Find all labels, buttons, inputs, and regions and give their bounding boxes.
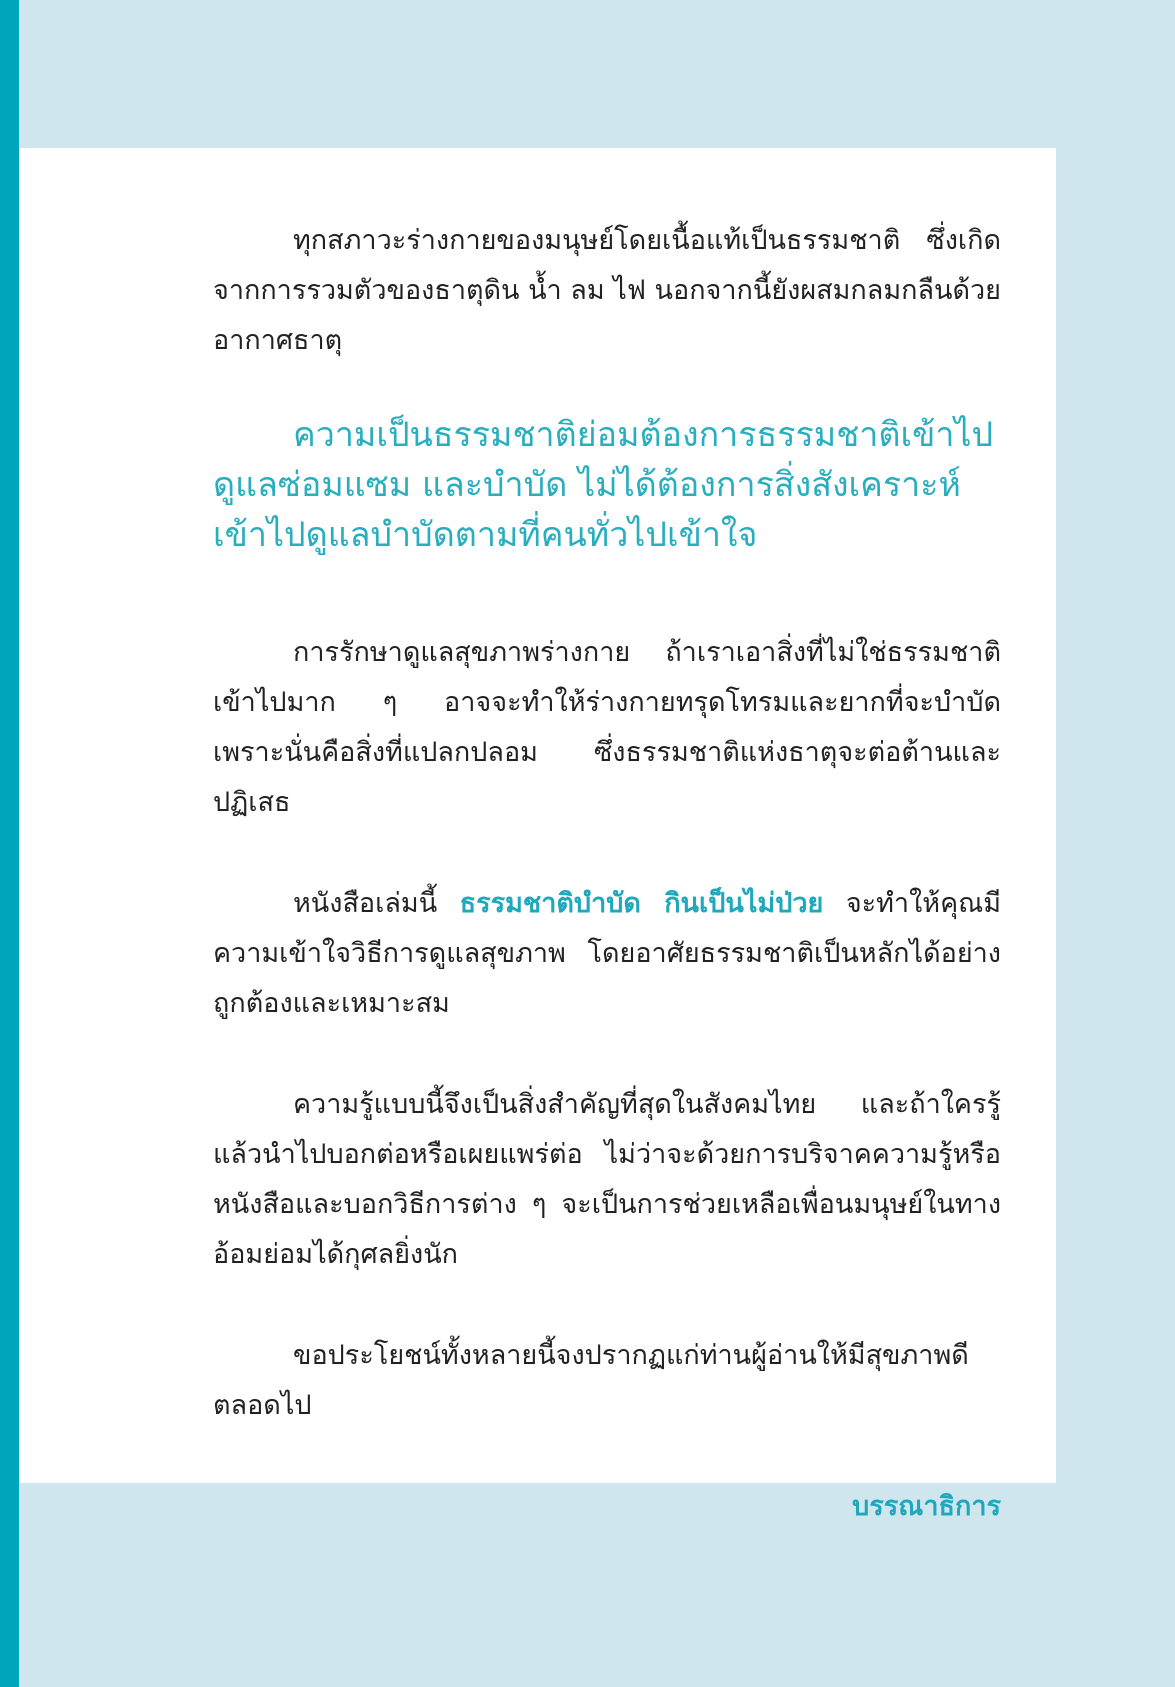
editor-signature: บรรณาธิการ bbox=[852, 1491, 1001, 1522]
left-accent-bar bbox=[0, 0, 19, 1687]
page-content bbox=[213, 148, 1001, 1532]
paragraph-intro: ทุกสภาวะร่างกายของมนุษย์โดยเนื้อแท้เป็นธรรมชาติ ซึ่งเกิดจากการรวมตัวของธาตุดิน น้ำ ลม ไฟ นอกจากนี้ยังผสมกลมกลืนด้วยอากาศธาตุ bbox=[213, 225, 1001, 356]
paragraph-book-intro bbox=[213, 879, 1001, 1029]
paragraph-blessing: ขอประโยชน์ทั้งหลายนี้จงปรากฏแก่ท่านผู้อ่านให้มีสุขภาพดีตลอดไป bbox=[213, 1340, 969, 1421]
paragraph-health-care: การรักษาดูแลสุขภาพร่างกาย ถ้าเราเอาสิ่งที่ไม่ใช่ธรรมชาติเข้าไปมาก ๆ อาจจะทำให้ร่างกายทรุดโทรมและยากที่จะบำบัด เพราะนั่นคือสิ่งที่แปลกปลอม ซึ่งธรรมชาติแห่งธาตุจะต่อต้านและปฏิเสธ bbox=[213, 637, 1001, 818]
book-intro-lead: หนังสือเล่มนี้ bbox=[293, 888, 460, 919]
book-intro-rest: จะทำให้คุณมีความเข้าใจวิธีการดูแลสุขภาพ โดยอาศัยธรรมชาติเป็นหลักได้อย่างถูกต้องและเหมาะสม bbox=[213, 888, 1001, 1019]
pull-quote: ความเป็นธรรมชาติย่อมต้องการธรรมชาติเข้าไปดูแลซ่อมแซม และบำบัด ไม่ได้ต้องการสิ่งสังเคราะห์เข้าไปดูแลบำบัดตามที่คนทั่วไปเข้าใจ bbox=[213, 415, 994, 555]
paragraph-knowledge: ความรู้แบบนี้จึงเป็นสิ่งสำคัญที่สุดในสังคมไทย และถ้าใครรู้แล้วนำไปบอกต่อหรือเผยแพร่ต่อ ไม่ว่าจะด้วยการบริจาคความรู้หรือหนังสือและบอกวิธีการต่าง ๆ จะเป็นการช่วยเหลือเพื่อนมนุษย์ในทางอ้อมย่อมได้กุศลยิ่งนัก bbox=[213, 1089, 1001, 1270]
book-title: ธรรมชาติบำบัด กินเป็นไม่ป่วย bbox=[459, 888, 824, 919]
